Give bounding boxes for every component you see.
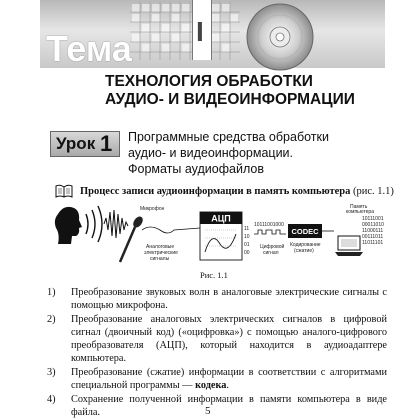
list-item bbox=[47, 366, 387, 392]
process-title bbox=[80, 186, 394, 197]
adc-tick: 11 bbox=[244, 226, 250, 232]
memory-bits-line: 11000111 bbox=[362, 228, 384, 234]
memory-bits-line: 00111011 bbox=[362, 234, 384, 240]
bitstream-label: 10111001000 bbox=[254, 222, 284, 228]
process-title-bold: Процесс записи аудиоинформации в память компьютера bbox=[80, 186, 351, 197]
digital-signal-line bbox=[254, 230, 286, 234]
waveform-icon bbox=[104, 210, 128, 238]
topic-title-line: АУДИО- И ВИДЕОИНФОРМАЦИИ bbox=[105, 91, 355, 108]
microphone-icon bbox=[120, 215, 145, 262]
audio-recording-diagram bbox=[50, 200, 390, 270]
list-item bbox=[47, 313, 387, 365]
list-item bbox=[47, 286, 387, 312]
theme-number: I bbox=[196, 16, 204, 47]
lesson-number: 1 bbox=[100, 131, 113, 156]
lesson-word: Урок bbox=[56, 134, 96, 153]
adc-tick: 10 bbox=[244, 234, 250, 240]
analog-signals-label-line: Аналоговые bbox=[146, 244, 175, 250]
codec-label: CODEC bbox=[291, 227, 319, 236]
memory-bits-line: 00011010 bbox=[362, 222, 384, 228]
computer-icon bbox=[335, 236, 363, 256]
step-text: Преобразование аналоговых электрических сигналов в цифровой сигнал (двоичный код) («оцифровка») с помощью аналого-цифрового преобразователя (АЦП), который находится в аудиоадаптере компьютера. bbox=[71, 314, 387, 364]
step-text-part: Преобразование (сжатие) информации в соответствии с алгоритмами специальной программы — bbox=[71, 367, 387, 391]
memory-bits-line: 10111001 bbox=[362, 216, 384, 222]
microphone-label: Микрофон bbox=[140, 206, 165, 212]
theme-word: Тема bbox=[46, 28, 132, 69]
topic-title bbox=[105, 73, 405, 109]
analog-signals-label-line: сигналы bbox=[150, 256, 170, 262]
step-number: 3) bbox=[47, 367, 56, 378]
book-icon bbox=[55, 184, 73, 198]
speaking-head-icon bbox=[55, 207, 82, 244]
sound-waves-icon bbox=[86, 206, 102, 242]
process-title-ref: (рис. 1.1) bbox=[350, 186, 394, 197]
step-text: Сохранение полученной информации в памяти компьютера в виде файла. bbox=[71, 394, 387, 418]
process-steps-list bbox=[47, 286, 387, 420]
memory-bits-line: 11011101 bbox=[362, 240, 384, 246]
step-number: 1) bbox=[47, 287, 56, 298]
lesson-title-line: Форматы аудиофайлов bbox=[128, 162, 264, 176]
digital-signal-label-line: сигнал bbox=[263, 250, 279, 256]
lesson-title bbox=[128, 129, 408, 177]
lesson-title-line: аудио- и видеоинформации. bbox=[128, 146, 294, 160]
pixel-pattern-decoration bbox=[130, 2, 240, 60]
step-text-part: . bbox=[226, 380, 229, 391]
step-number: 4) bbox=[47, 394, 56, 405]
page-number: 5 bbox=[205, 405, 211, 417]
encoding-label-line: (сжатие) bbox=[294, 248, 314, 254]
analog-signals-label-line: электрические bbox=[144, 250, 178, 256]
step-text: Преобразование звуковых волн в аналоговые электрические сигналы с помощью микрофона. bbox=[71, 287, 387, 311]
digital-signal-label-line: Цифровой bbox=[260, 244, 285, 250]
adc-tick: 00 bbox=[244, 250, 250, 256]
step-text bbox=[71, 366, 387, 392]
analog-signal-line bbox=[142, 227, 200, 233]
adc-label: АЦП bbox=[211, 213, 231, 224]
adc-tick: 01 bbox=[244, 242, 250, 248]
step-number: 2) bbox=[47, 314, 56, 325]
step-text-bold: кодека bbox=[195, 380, 227, 391]
encoding-label-line: Кодирование bbox=[290, 242, 321, 248]
list-item bbox=[47, 393, 387, 419]
cd-disc-icon bbox=[245, 2, 315, 72]
memory-label-line: компьютера bbox=[346, 209, 374, 215]
topic-title-line: ТЕХНОЛОГИЯ ОБРАБОТКИ bbox=[105, 73, 313, 90]
memory-label-line: Память bbox=[350, 204, 368, 210]
lesson-title-line: Программные средства обработки bbox=[128, 130, 329, 144]
figure-caption: Рис. 1.1 bbox=[200, 270, 228, 280]
